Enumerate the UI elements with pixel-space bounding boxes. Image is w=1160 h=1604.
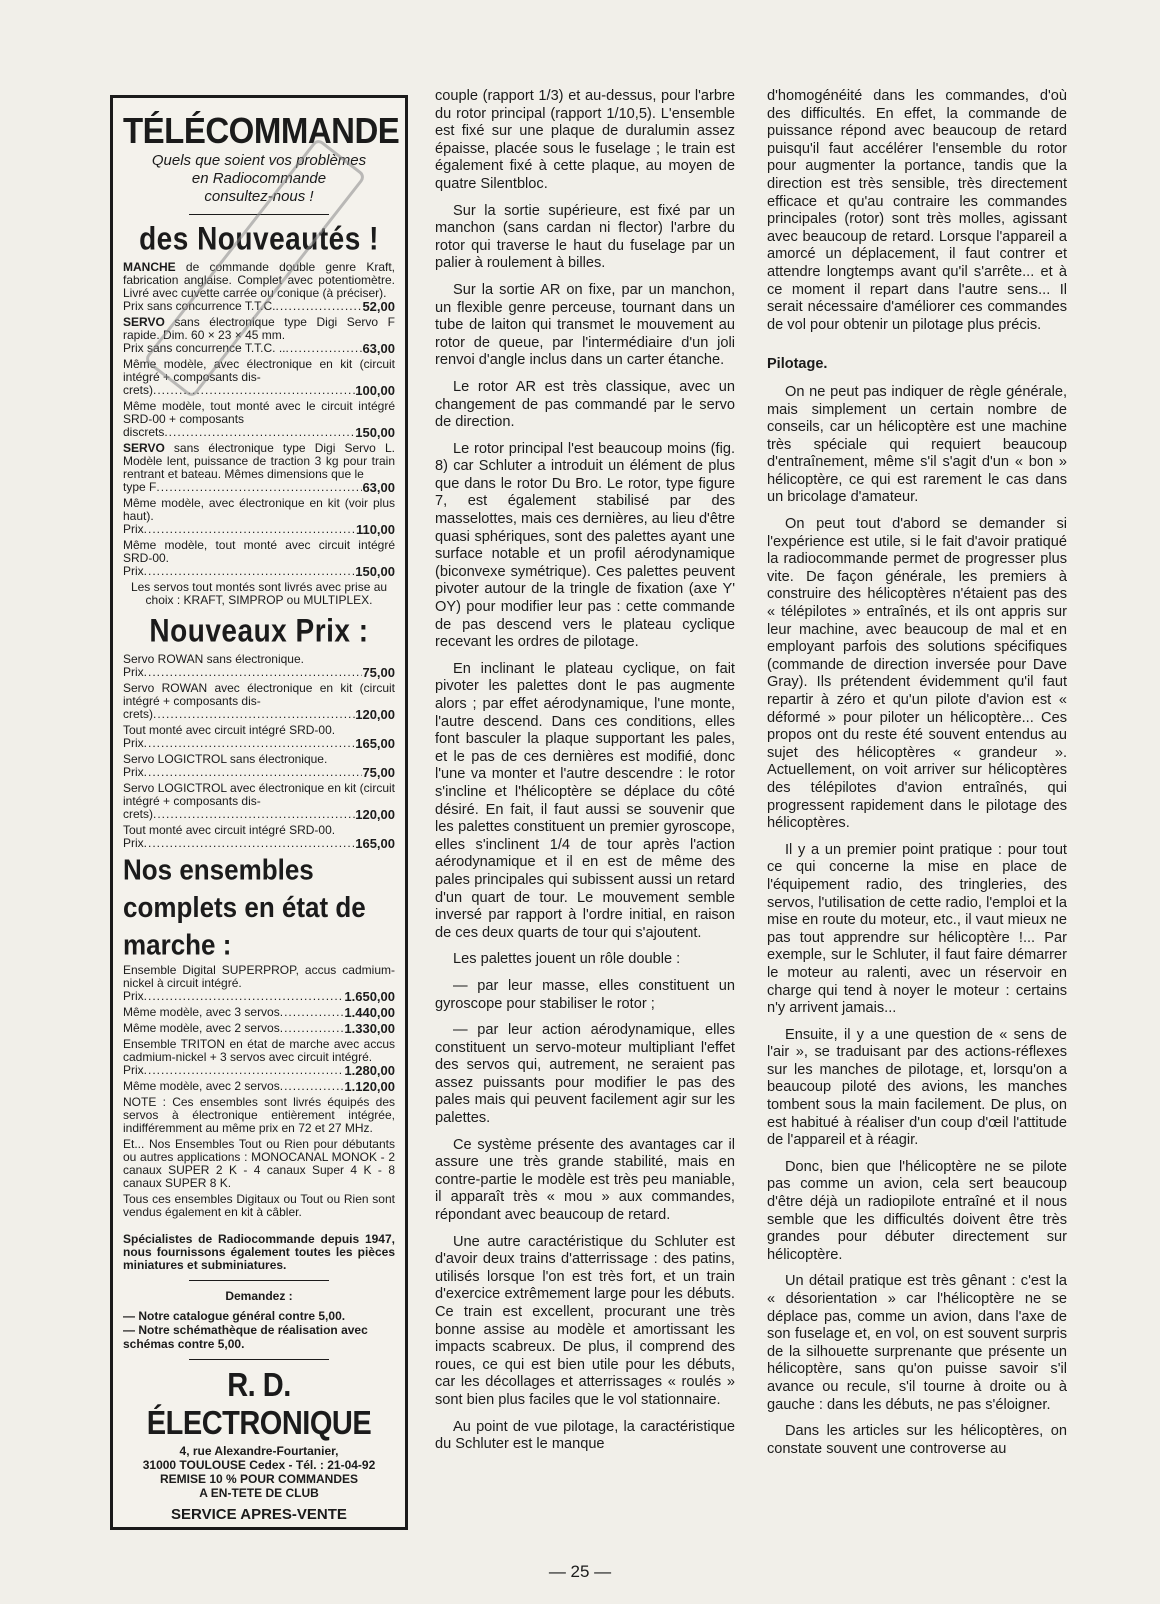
paragraph: d'homogénéité dans les commandes, d'où des difficultés. En effet, la commande de puissance répond avec beaucoup de retard puisqu'il faut accélérer l'ensemble du rotor pour augmenter la portance, tandis que la direction est très sensible, très directement efficace et qu'au contraire les commandes principales (rotor) sont très molles, agissant avec beaucoup de retard. Lorsque l'appareil a amorcé un déplacement, il faut contrer et attendre longtemps avant qu'il s'arrête... et à ce moment il repart dans l'autre sens... Il serait nécessaire d'améliorer ces commandes de vol pour obtenir un pilotage plus précis. <box>767 88 1067 333</box>
leader-dots <box>286 342 363 355</box>
leader-dots <box>156 481 362 494</box>
price-row <box>123 1006 395 1019</box>
item-keyword: SERVO <box>123 315 165 329</box>
paragraph: Le rotor principal l'est beaucoup moins (fig. 8) car Schluter a introduit un élément de plus que dans le rotor Du Bro. Le rotor, type figure 7, est également stabilisé par des masselottes, mais ces dernières, au lieu d'être quasi sphériques, sont des palettes ayant une surface notable et un profil aérodynamique (biconvexe symétrique). Ces palettes peuvent pivoter autour de la tringle de fixation (axe Y' OY) pour modifier leur pas : cette commande de pas descend vers le plateau cyclique recevant les ordres de pilotage. <box>435 440 735 651</box>
price-row <box>123 523 395 536</box>
ad-item <box>123 724 395 750</box>
paragraph: Sur la sortie AR on fixe, par un manchon, un flexible genre perceuse, tournant dans un tube de laiton qui transmet le mouvement au rotor de queue, par l'intermédiaire d'un joli renvoi d'angle inclus dans un carter étanche. <box>435 281 735 369</box>
price-value: 110,00 <box>355 522 395 537</box>
paragraph: On peut tout d'abord se demander si l'expérience est utile, si le fait d'avoir pratiqué la radiocommande permet de progresser plus vite. De façon générale, les premiers à construire des hélicoptères n'étaient pas des « télépilotes » entraînés, et ils ont appris sur leur machine, avec beaucoup de mal et en employant parfois des solutions spécifiques (commande de direction inversée pour Dave Gray). Ils prétendent évidemment qu'il faut repartir à zéro et qu'un pilote d'avion est « déformé » pour piloter un hélicoptère... Ces propos ont du reste été souvent entendus au sujet des hélicoptères « grandeur ». Actuellement, on voit arriver sur hélicoptères des télépilotes d'avion entraînés, qui progressent rapidement dans le pilotage des hélicoptères. <box>767 516 1067 832</box>
price-row <box>123 708 395 721</box>
price-label: Prix <box>123 522 144 536</box>
price-value: 1.120,00 <box>344 1079 395 1094</box>
item-description <box>123 261 395 300</box>
price-value: 52,00 <box>362 299 395 314</box>
servos-note: Les servos tout montés sont livrés avec prise au choix : KRAFT, SIMPROP ou MULTIPLEX. <box>130 580 388 607</box>
ad-item <box>123 400 395 439</box>
ad-subtitle-line: en Radiocommande <box>191 170 327 187</box>
price-label: crets) <box>123 807 153 821</box>
ad-item <box>123 442 395 494</box>
paragraph: Ce système présente des avantages car il assure une très grande stabilité, mais en contre-partie le modèle est très peu maniable, il apparaît très « mou » aux commandes, répondant avec beaucoup de retard. <box>435 1136 735 1224</box>
divider <box>189 1359 329 1360</box>
ad-item <box>123 316 395 355</box>
item-text: de commande double genre Kraft, fabrication anglaise. Complet avec potentiomètre. Livré avec cuvette carrée ou conique (à préciser). <box>123 260 395 300</box>
paragraph: Donc, bien que l'hélicoptère ne se pilote pas comme un avion, cela sert beaucoup d'être déjà un radiopilote entraîné et il nous semble que les difficultés doivent être très grandes pour débuter directement sur hélicoptère. <box>767 1158 1067 1263</box>
price-value: 150,00 <box>355 564 395 579</box>
item-text: Même modèle, tout monté avec circuit intégré SRD-00. <box>123 538 395 565</box>
item-description <box>123 539 395 565</box>
leader-dots <box>153 808 355 821</box>
price-row <box>123 1064 395 1077</box>
price-label: Prix sans concurrence T.T.C. .. <box>123 341 286 355</box>
price-value: 1.280,00 <box>344 1063 395 1078</box>
item-description <box>123 400 395 426</box>
item-description <box>123 316 395 342</box>
leader-dots <box>144 837 356 850</box>
paragraph: Ensuite, il y a une question de « sens de l'air », se traduisant par des actions-réflexes sur les manches de pilotage, et, lorsqu'on a beaucoup piloté des avions, les manches tombent sous la main facilement. De plus, on est habitué à réaliser d'un coup d'œil l'attitude de l'appareil et à réagir. <box>767 1026 1067 1149</box>
leader-dots <box>280 1022 345 1035</box>
price-label: Prix <box>123 665 144 679</box>
price-value: 100,00 <box>355 383 395 398</box>
leader-dots <box>144 737 356 750</box>
paragraph: — par leur action aérodynamique, elles constituent un servo-moteur multipliant l'effet des servos qui, autrement, ne seraient pas assez puissants pour modifier le pas des pales mais qui peuvent facilement agir sur les palettes. <box>435 1022 735 1127</box>
item-text: sans électronique type Digi Servo L. Modèle lent, puissance de traction 3 kg pour train rentrant et bateau. Mêmes dimensions que le <box>123 441 395 481</box>
ad-item <box>123 753 395 779</box>
service-apres-vente: SERVICE APRES-VENTE <box>171 1506 347 1523</box>
company-name: R. D. ÉLECTRONIQUE <box>146 1367 372 1442</box>
price-value: 1.440,00 <box>344 1005 395 1020</box>
price-label: crets) <box>123 707 153 721</box>
ad-item <box>123 964 395 1003</box>
ad-subtitle-line: consultez-nous ! <box>204 188 314 205</box>
ad-item <box>123 1022 395 1035</box>
ad-item <box>123 358 395 397</box>
ad-heading-prix: Nouveaux Prix : <box>149 612 369 649</box>
item-description: Ensemble Digital SUPERPROP, accus cadmium-nickel à circuit intégré. <box>123 963 395 990</box>
price-label: Prix sans concurrence T.T.C. <box>123 299 276 313</box>
leader-dots <box>153 384 355 397</box>
ad-catalogue: — Notre catalogue général contre 5,00. <box>123 1309 346 1323</box>
item-description <box>123 358 395 384</box>
paragraph: couple (rapport 1/3) et au-dessus, pour l'arbre du rotor principal (rapport 1/10,5). L'ensemble est fixé sur une plaque de duralumin assez épaisse, placée sous le fuselage ; le train est également fixé à cette plaque, au moyen de quatre Silentbloc. <box>435 88 735 192</box>
item-text: Même modèle, tout monté avec le circuit intégré SRD-00 + composants <box>123 399 395 426</box>
price-value: 120,00 <box>355 807 395 822</box>
ensembles-list <box>123 964 395 1093</box>
price-row <box>123 1022 395 1035</box>
ad-specialistes: Spécialistes de Radiocommande depuis 1947, nous fournissons également toutes les pièces miniatures et subminiatures. <box>123 1232 395 1272</box>
item-keyword: MANCHE <box>123 260 176 274</box>
paragraph: Le rotor AR est très classique, avec un changement de pas commandé par le servo de direction. <box>435 378 735 431</box>
price-row <box>123 737 395 750</box>
price-row <box>123 384 395 397</box>
divider <box>189 214 329 215</box>
paragraph: Une autre caractéristique du Schluter est d'avoir deux trains d'atterrissage : des patins, utilisés lorsque l'on est très fort, et un train d'exercice extrêmement large pour les débuts. Ce train est excellent, procurant une très bonne assise au modèle et amortissant les impacts scabreux. De plus, il comprend des roues, ce qui est bien utile pour les débuts, car les décollages et atterrissages « roulés » sont bien plus faciles que le vol stationnaire. <box>435 1233 735 1408</box>
paragraph: Les palettes jouent un rôle double : <box>453 951 681 968</box>
price-row <box>123 300 395 313</box>
ad-heading-ensembles: Nos ensembles complets en état de marche : <box>123 853 366 961</box>
leader-dots <box>144 990 345 1003</box>
ad-item <box>123 824 395 850</box>
price-row <box>123 837 395 850</box>
leader-dots <box>276 300 363 313</box>
column-body <box>767 384 1067 1458</box>
price-label: Même modèle, avec 2 servos <box>123 1021 280 1035</box>
item-description: Servo ROWAN avec électronique en kit (circuit intégré + composants dis- <box>123 681 395 708</box>
ad-item <box>123 653 395 679</box>
ad-digitaux: Tous ces ensembles Digitaux ou Tout ou Rien sont vendus également en kit à câbler. <box>123 1192 395 1219</box>
item-description <box>123 497 395 523</box>
leader-dots <box>153 708 355 721</box>
price-row <box>123 666 395 679</box>
price-row <box>123 1080 395 1093</box>
leader-dots <box>144 523 356 536</box>
item-text: Même modèle, avec électronique en kit (voir plus haut). <box>123 496 395 523</box>
prix-list <box>123 653 395 850</box>
ad-subtitle-line: Quels que soient vos problèmes <box>151 152 367 169</box>
price-row <box>123 808 395 821</box>
price-value: 165,00 <box>355 836 395 851</box>
ad-item <box>123 1038 395 1077</box>
price-row <box>123 426 395 439</box>
price-value: 120,00 <box>355 707 395 722</box>
item-description: Ensemble TRITON en état de marche avec accus cadmium-nickel + 3 servos avec circuit intégré. <box>123 1037 395 1064</box>
ad-item <box>123 782 395 821</box>
price-value: 1.330,00 <box>344 1021 395 1036</box>
ad-item <box>123 497 395 536</box>
item-keyword: SERVO <box>123 441 165 455</box>
price-label: Prix <box>123 989 144 1003</box>
price-row <box>123 565 395 578</box>
price-label: crets) <box>123 383 153 397</box>
leader-dots <box>144 565 356 578</box>
leader-dots <box>144 766 363 779</box>
ad-tout-ou-rien: Et... Nos Ensembles Tout ou Rien pour débutants ou autres applications : MONOCANAL MONOK - 2 canaux SUPER 2 K - 4 canaux Super 4 K - 8 canaux SUPER 8 K. <box>123 1137 395 1190</box>
item-description: Servo LOGICTROL sans électronique. <box>123 752 328 766</box>
leader-dots <box>164 426 355 439</box>
ad-demandez: Demandez : <box>225 1289 293 1303</box>
remise-line: A EN-TETE DE CLUB <box>199 1486 319 1500</box>
leader-dots <box>144 666 363 679</box>
item-text: Même modèle, avec électronique en kit (circuit intégré + composants dis- <box>123 357 395 384</box>
price-label: Prix <box>123 1063 144 1077</box>
ad-subtitle <box>123 152 395 206</box>
ad-heading-nouveautes: des Nouveautés ! <box>139 220 379 257</box>
price-label: Même modèle, avec 2 servos <box>123 1079 280 1093</box>
address-line: 31000 TOULOUSE Cedex - Tél. : 21-04-92 <box>142 1458 376 1472</box>
leader-dots <box>280 1080 345 1093</box>
ad-item <box>123 682 395 721</box>
paragraph: Il y a un premier point pratique : pour tout ce qui concerne la mise en place de l'équipement radio, des tringleries, des servos, l'utilisation de cette radio, l'emploi et la mise en route du moteur, etc., il vaut mieux ne pas tout apprendre sur hélicoptère !... Par exemple, sur le Schluter, il faut faire démarrer le moteur au ralenti, avec un réservoir en charge qui tend à noyer le moteur : certains n'y arrivent jamais... <box>767 841 1067 1017</box>
price-value: 63,00 <box>362 480 395 495</box>
price-value: 63,00 <box>362 341 395 356</box>
ad-title: TÉLÉCOMMANDE <box>123 110 400 151</box>
price-value: 1.650,00 <box>344 989 395 1004</box>
price-value: 75,00 <box>362 665 395 680</box>
remise-line: REMISE 10 % POUR COMMANDES <box>159 1472 359 1486</box>
price-label: discrets <box>123 425 165 439</box>
price-label: Prix <box>123 736 144 750</box>
article-column-middle <box>435 88 735 1463</box>
item-description: Tout monté avec circuit intégré SRD-00. <box>123 823 336 837</box>
ad-note: NOTE : Ces ensembles sont livrés équipés des servos à électronique entièrement intégrée, indifféremment au même prix en 72 et 27 MHz. <box>123 1095 395 1135</box>
article-column-right <box>767 88 1067 1467</box>
ad-item <box>123 539 395 578</box>
ad-item <box>123 261 395 313</box>
price-row <box>123 990 395 1003</box>
paragraph: Dans les articles sur les hélicoptères, on constate souvent une controverse au <box>767 1423 1067 1457</box>
price-value: 75,00 <box>362 765 395 780</box>
item-description: Tout monté avec circuit intégré SRD-00. <box>123 723 336 737</box>
paragraph: Sur la sortie supérieure, est fixé par un manchon (sans cardan ni flector) l'arbre du rotor qui traverse le haut du fuselage par un palier à roulement à billes. <box>435 202 735 272</box>
item-text: sans électronique type Digi Servo F rapide. Dim. 60 × 23 × 45 mm. <box>123 315 395 342</box>
address-line: 4, rue Alexandre-Fourtanier, <box>179 1444 339 1458</box>
section-heading: Pilotage. <box>767 356 828 373</box>
leader-dots <box>144 1064 345 1077</box>
page-number: — 25 — <box>548 1562 612 1581</box>
price-row <box>123 766 395 779</box>
paragraph: — par leur masse, elles constituent un gyroscope pour stabiliser le rotor ; <box>435 977 735 1012</box>
price-label: type F <box>123 480 157 494</box>
paragraph: En inclinant le plateau cyclique, on fait pivoter les palettes dont le pas augmente alors ; par effet aérodynamique, l'une monte, l'autre descend. Dans ces conditions, elles font basculer la plaque supportant les pales, et le pas de ces dernières est modifié, donc l'une va monter et l'autre descendre : le rotor s'incline et l'hélicoptère se déplace du côté désiré. En fait, il faut aussi se souvenir que les palettes constituent un premier gyroscope, elles s'inclinent 1/4 de tour après l'action aérodynamique et il en est de même des pales principales qui subissent aussi un retard d'un quart de tour. Le mouvement semble inversé par rapport à l'ordre initial, en raison de ces deux quarts de tour qui s'ajoutent. <box>435 660 735 941</box>
price-value: 150,00 <box>355 425 395 440</box>
price-label: Prix <box>123 765 144 779</box>
leader-dots <box>280 1006 345 1019</box>
item-description <box>123 442 395 481</box>
item-description: Servo LOGICTROL avec électronique en kit (circuit intégré + composants dis- <box>123 781 395 808</box>
ad-item <box>123 1006 395 1019</box>
item-description: Servo ROWAN sans électronique. <box>123 652 304 666</box>
advertisement-box <box>110 95 408 1530</box>
ad-item <box>123 1080 395 1093</box>
paragraph: On ne peut pas indiquer de règle générale, mais simplement un certain nombre de conseils, car un hélicoptère est une machine très spéciale qui requiert beaucoup d'entraînement, même s'il s'agit d'un « bon » hélicoptère, ce qui est rarement le cas dans un bricolage d'amateur. <box>767 383 1067 506</box>
paragraph: Au point de vue pilotage, la caractéristique du Schluter est le manque <box>435 1418 735 1453</box>
price-row <box>123 481 395 494</box>
divider <box>189 1280 329 1281</box>
price-row <box>123 342 395 355</box>
price-label: Même modèle, avec 3 servos <box>123 1005 280 1019</box>
ad-schematheque: — Notre schémathèque de réalisation avec schémas contre 5,00. <box>123 1323 368 1351</box>
price-label: Prix <box>123 564 144 578</box>
price-value: 165,00 <box>355 736 395 751</box>
nouveautes-list <box>123 261 395 578</box>
price-label: Prix <box>123 836 144 850</box>
paragraph: Un détail pratique est très gênant : c'est la « désorientation » car l'hélicoptère ne se déplace pas, comme un avion, dans l'axe de son fuselage et, en vol, on est souvent surpris de la silhouette surprenante que présente un hélicoptère, sans qu'on puisse savoir s'il avance ou recule, s'il tourne à droite ou à gauche : dans les débuts, ne pas s'éloigner. <box>767 1273 1067 1413</box>
